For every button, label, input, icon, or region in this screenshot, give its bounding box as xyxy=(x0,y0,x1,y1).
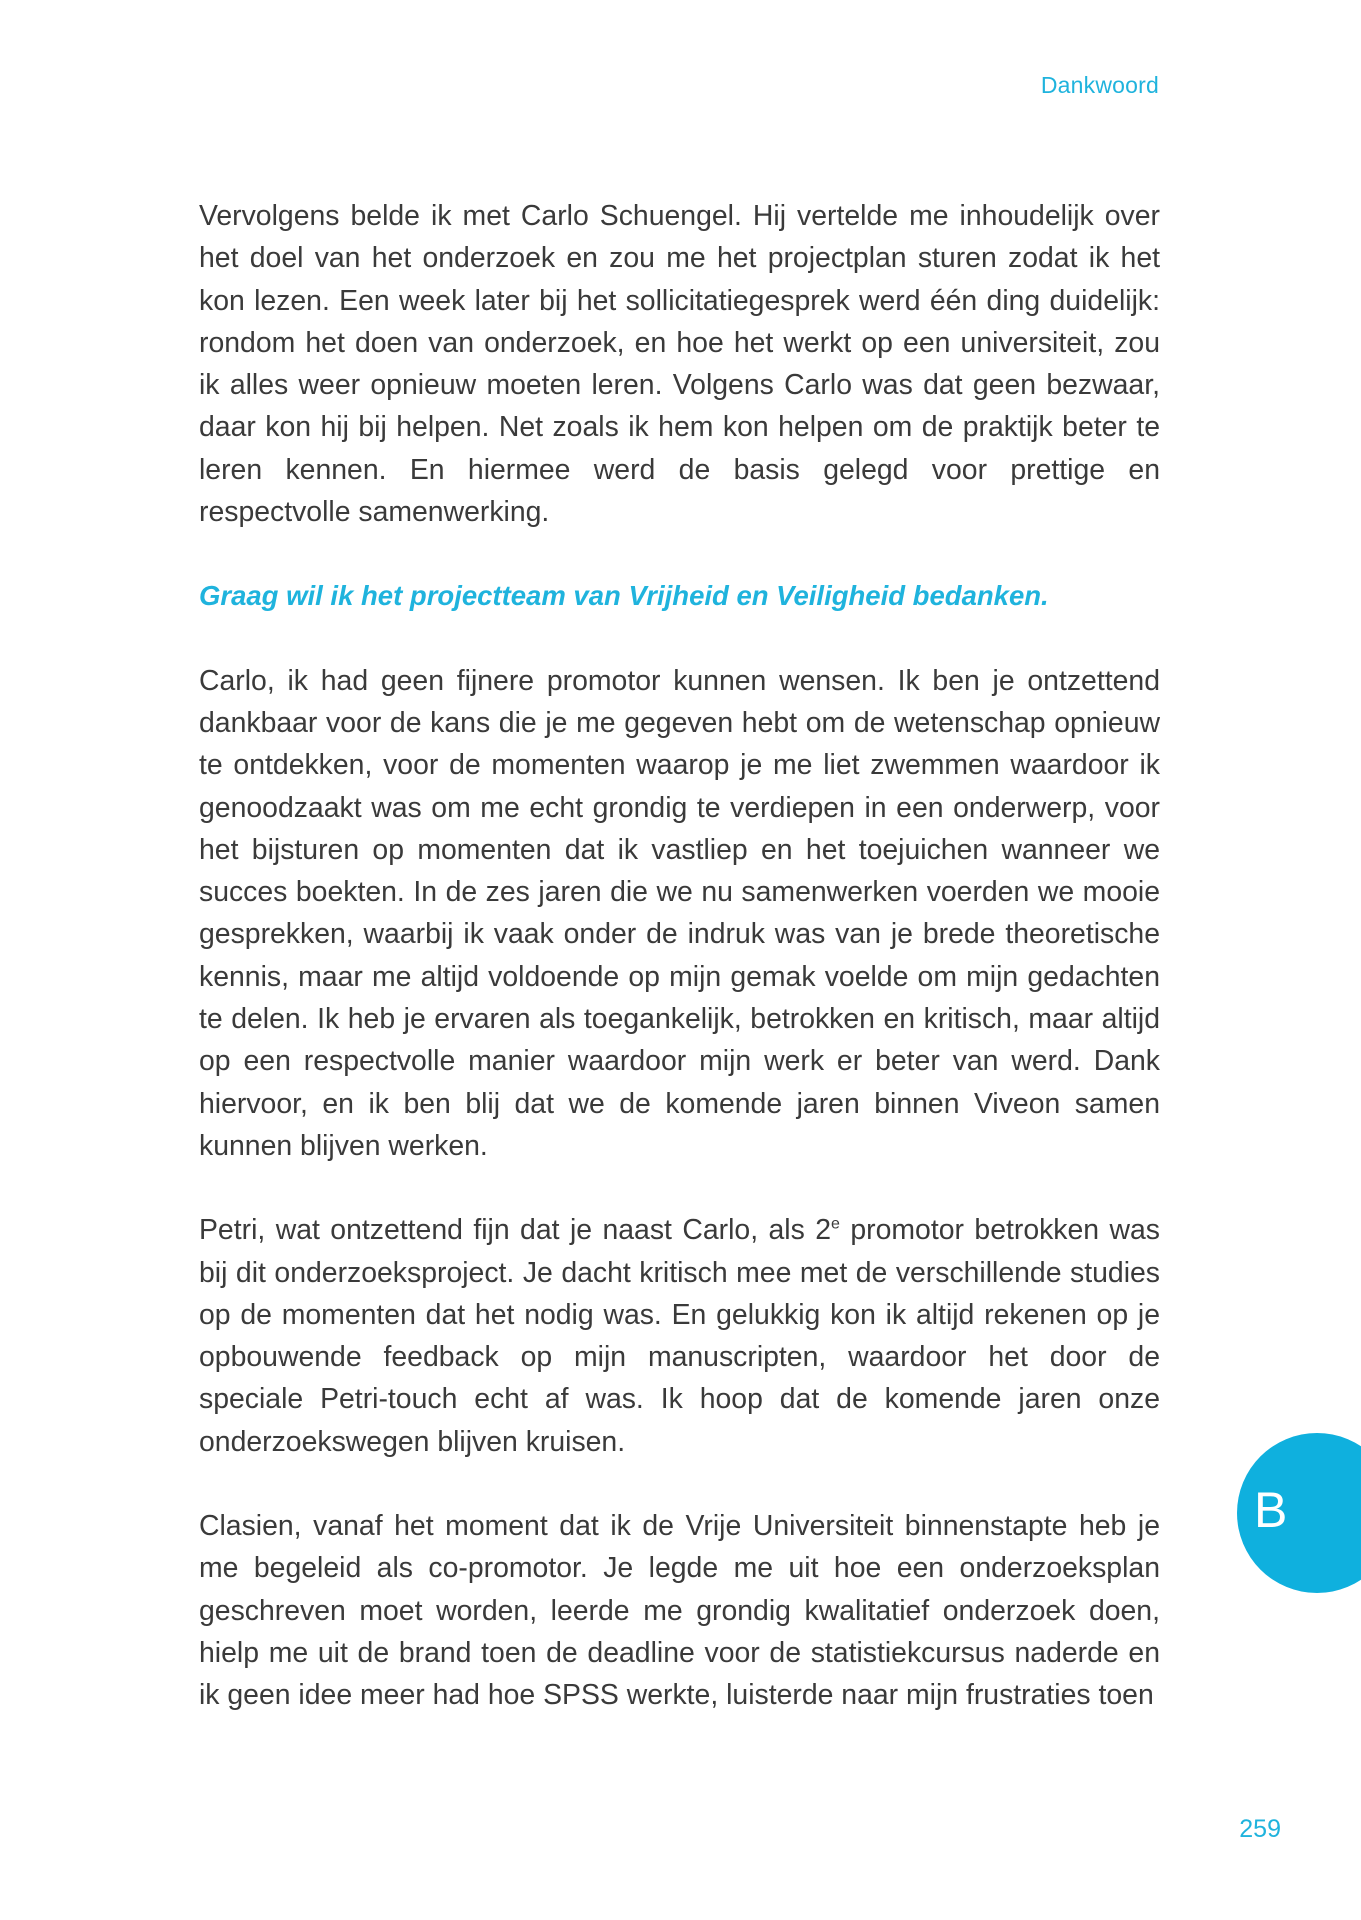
paragraph-intro: Vervolgens belde ik met Carlo Schuengel. Hij vertelde me inhoudelijk over het doel van het onderzoek en zou me het projectplan sturen zodat ik het kon lezen. Een week later bij het sollicitatiegesprek werd één ding duidelijk: rondom het doen van onderzoek, en hoe het werkt op een universiteit, zou ik alles weer opnieuw moeten leren. Volgens Carlo was dat geen bezwaar, daar kon hij bij helpen. Net zoals ik hem kon helpen om de praktijk beter te leren kennen. En hiermee werd de basis gelegd voor prettige en respectvolle samenwerking. xyxy=(199,200,1160,529)
running-header: Dankwoord xyxy=(1040,72,1159,98)
paragraph-carlo: Carlo, ik had geen fijnere promotor kunnen wensen. Ik ben je ontzettend dankbaar voor de kans die je me gegeven hebt om de wetenschap opnieuw te ontdekken, voor de momenten waarop je me liet zwemmen waardoor ik genoodzaakt was om me echt grondig te verdiepen in een onderwerp, voor het bijsturen op momenten dat ik vastliep en het toejuichen wanneer we succes boekten. In de zes jaren die we nu samenwerken voerden we mooie gesprekken, waarbij ik vaak onder de indruk was van je brede theoretische kennis, maar me altijd voldoende op mijn gemak voelde om mijn gedachten te delen. Ik heb je ervaren als toegankelijk, betrokken en kritisch, maar altijd op een respectvolle manier waardoor mijn werk er beter van werd. Dank hiervoor, en ik ben blij dat we de komende jaren binnen Viveon samen kunnen blijven werken. xyxy=(199,664,1160,1162)
page-number: 259 xyxy=(1239,1815,1281,1843)
paragraph-petri-start: Petri, wat ontzettend fijn dat je naast Carlo, als 2 xyxy=(199,1214,832,1247)
section-tab-letter: B xyxy=(1254,1482,1288,1538)
paragraph-petri-rest: promotor betrokken was bij dit onderzoeksproject. Je dacht kritisch mee met de verschillende studies op de momenten dat het nodig was. En gelukkig kon ik altijd rekenen op je opbouwende feedback op mijn manuscripten, waardoor het door de speciale Petri-touch echt af was. Ik hoop dat de komende jaren onze onderzoekswegen blijven kruisen. xyxy=(199,1214,1160,1458)
ordinal-superscript: e xyxy=(831,1215,840,1233)
paragraph-clasien: Clasien, vanaf het moment dat ik de Vrije Universiteit binnenstapte heb je me begeleid als co-promotor. Je legde me uit hoe een onderzoeksplan geschreven moet worden, leerde me grondig kwalitatief onderzoek doen, hielp me uit de brand toen de deadline voor de statistiekcursus naderde en ik geen idee meer had hoe SPSS werkte, luisterde naar mijn frustraties toen xyxy=(199,1510,1160,1712)
page-body xyxy=(199,195,1160,1759)
section-heading: Graag wil ik het projectteam van Vrijheid en Veiligheid bedanken. xyxy=(199,580,1049,612)
paragraph-petri xyxy=(199,1209,1160,1463)
